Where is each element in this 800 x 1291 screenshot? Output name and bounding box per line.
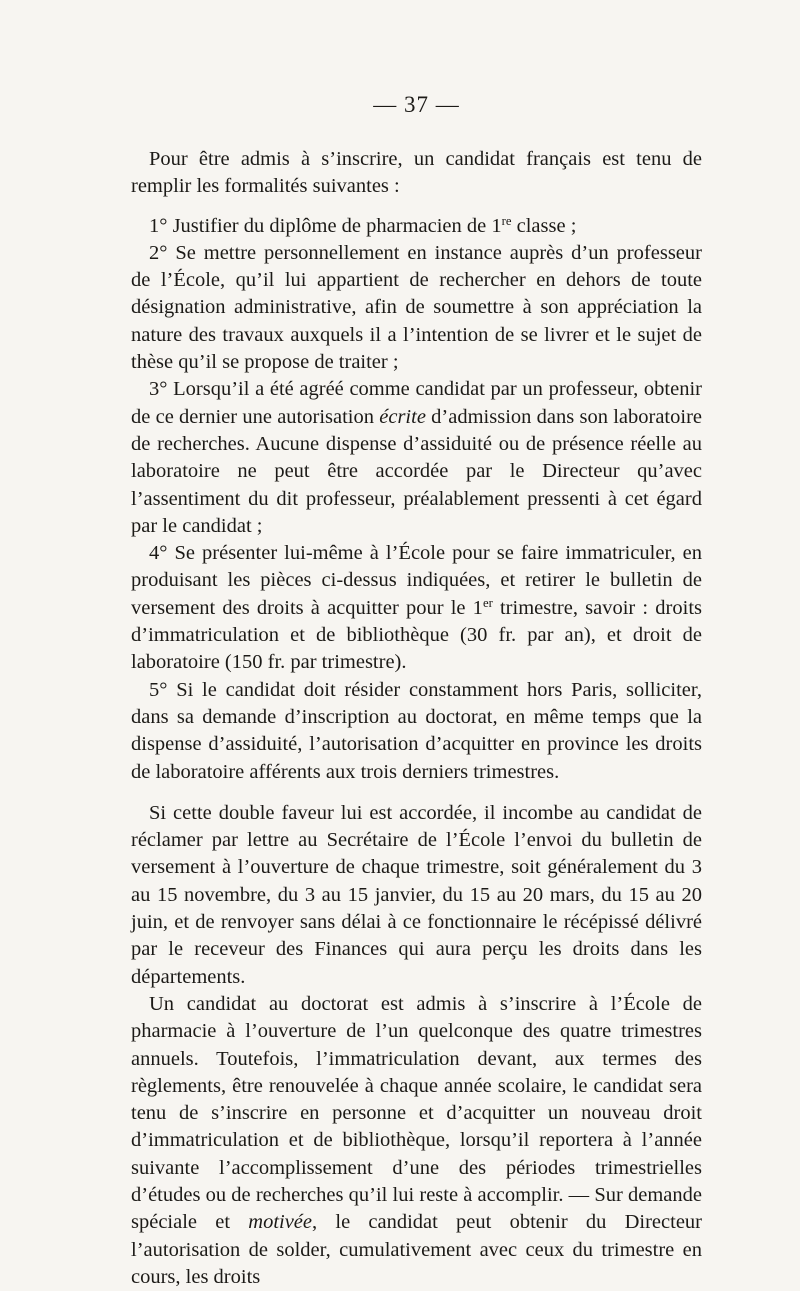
emphasis-ecrite: écrite	[379, 405, 426, 428]
list-item-1	[131, 213, 702, 240]
list-item-2: 2° Se mettre personnellement en instance auprès d’un professeur de l’École, qu’il lui appartient de rechercher en dehors de toute désignation administrative, afin de soumettre à son appréciation la nature des travaux auxquels il a l’intention de se livrer et le sujet de thèse qu’il se propose de traiter ;	[131, 241, 702, 374]
list-item-4-text: 4° Se présenter lui-même à l’École pour se faire immatriculer, en produisant les pièces ci-dessus indiquées, et retirer le bulletin de versement des droits à acquitter pour le 1	[131, 542, 702, 619]
list-item-4-tail: trimestre, savoir : droits d’immatriculation et de bibliothèque (30 fr. par an), et droit de laboratoire (150 fr. par trimestre).	[131, 596, 702, 674]
list-item-3-tail: d’admission dans son laboratoire de recherches. Aucune dispense d’assiduité ou de présence réelle au laboratoire ne peut être accordée par le Directeur qu’avec l’assentiment du dit professeur, préalablement pressenti à cet égard par le candidat ;	[131, 405, 702, 537]
paragraph-double-faveur: Si cette double faveur lui est accordée, il incombe au candidat de réclamer par lettre au Secrétaire de l’École l’envoi du bulletin de versement à l’ouverture de chaque trimestre, soit généralement du 3 au 15 novembre, du 3 au 15 janvier, du 15 au 20 mars, du 15 au 20 juin, et de renvoyer sans délai à ce fonctionnaire le récépissé délivré par le receveur des Finances qui aura perçu les droits dans les départements.	[131, 801, 702, 988]
page-number: — 37 —	[373, 92, 460, 117]
superscript-re: re	[501, 213, 512, 228]
superscript-er: er	[482, 595, 493, 610]
list-item-1-text: 1° Justifier du diplôme de pharmacien de 1	[149, 214, 502, 237]
paragraph-candidat-text: Un candidat au doctorat est admis à s’inscrire à l’École de pharmacie à l’ouverture de l’un quelconque des quatre trimestres annuels. Toutefois, l’immatriculation devant, aux termes des règlements, être renouvelée à chaque année scolaire, le candidat sera tenu de s’inscrire en personne et d’acquitter un nouveau droit d’immatriculation et de bibliothèque, lorsqu’il reportera à l’année suivante l’accomplissement d’une des périodes trimestrielles d’études ou de recherches qu’il lui reste à accomplir. — Sur demande spéciale et	[131, 992, 702, 1234]
paragraph-intro: Pour être admis à s’inscrire, un candidat français est tenu de remplir les formalités suivantes :	[131, 148, 702, 198]
paragraph-candidat-doctorat	[131, 991, 702, 1291]
list-item-3	[131, 376, 702, 540]
paragraph-candidat-tail: , le candidat peut obtenir du Directeur l’autorisation de solder, cumulativement avec ceux du trimestre en cours, les droits	[131, 1211, 702, 1288]
list-item-1-tail: classe ;	[511, 214, 577, 237]
emphasis-motivee: motivée	[248, 1211, 313, 1234]
body-text	[131, 146, 702, 1291]
list-item-3-text: 3° Lorsqu’il a été agréé comme candidat par un professeur, obtenir de ce dernier une autorisation	[131, 378, 702, 428]
list-item-4	[131, 540, 702, 676]
list-item-5: 5° Si le candidat doit résider constamment hors Paris, solliciter, dans sa demande d’inscription au doctorat, en même temps que la dispense d’assiduité, l’autorisation d’acquitter en province les droits de laboratoire afférents aux trois derniers trimestres.	[131, 678, 702, 783]
